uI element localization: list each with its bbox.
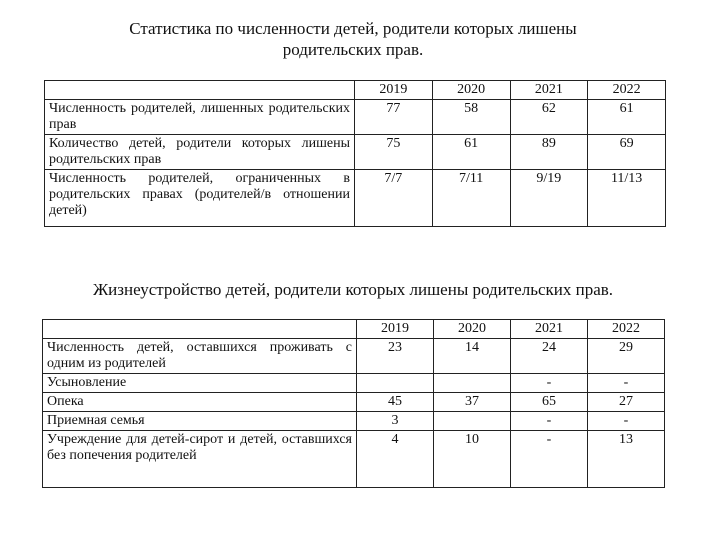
table-row bbox=[43, 431, 665, 488]
table-row bbox=[45, 170, 666, 227]
cell-value: 89 bbox=[510, 135, 588, 170]
row-label: Количество детей, родители которых лишены родительских прав bbox=[45, 135, 355, 170]
table2-year-2019: 2019 bbox=[357, 320, 434, 339]
row-label: Численность родителей, лишенных родительских прав bbox=[45, 100, 355, 135]
table-row bbox=[45, 135, 666, 170]
cell-value bbox=[434, 374, 511, 393]
table-row bbox=[43, 412, 665, 431]
cell-value bbox=[357, 374, 434, 393]
table2-header-empty-cell bbox=[43, 320, 357, 339]
table1-title-line1: Статистика по численности детей, родители которых лишены bbox=[129, 19, 577, 38]
table2-year-2022: 2022 bbox=[588, 320, 665, 339]
table2-header-row bbox=[43, 320, 665, 339]
table1-header-row bbox=[45, 81, 666, 100]
cell-value: - bbox=[588, 412, 665, 431]
table2-year-2021: 2021 bbox=[511, 320, 588, 339]
row-label: Опека bbox=[43, 393, 357, 412]
row-label: Усыновление bbox=[43, 374, 357, 393]
cell-value: 23 bbox=[357, 339, 434, 374]
cell-value: - bbox=[511, 374, 588, 393]
table1-title bbox=[0, 18, 706, 60]
row-label: Приемная семья bbox=[43, 412, 357, 431]
cell-value: 14 bbox=[434, 339, 511, 374]
cell-value: 29 bbox=[588, 339, 665, 374]
table-row bbox=[45, 100, 666, 135]
cell-value: 45 bbox=[357, 393, 434, 412]
cell-value: 77 bbox=[355, 100, 433, 135]
row-label: Учреждение для детей-сирот и детей, оставшихся без попечения родителей bbox=[43, 431, 357, 488]
table2-title: Жизнеустройство детей, родители которых лишены родительских прав. bbox=[92, 280, 614, 299]
cell-value: 9/19 bbox=[510, 170, 588, 227]
cell-value: 10 bbox=[434, 431, 511, 488]
cell-value: 61 bbox=[588, 100, 666, 135]
table1-header-empty-cell bbox=[45, 81, 355, 100]
cell-value: - bbox=[511, 412, 588, 431]
cell-value: 7/7 bbox=[355, 170, 433, 227]
cell-value: 37 bbox=[434, 393, 511, 412]
cell-value: 69 bbox=[588, 135, 666, 170]
cell-value: 24 bbox=[511, 339, 588, 374]
table1-title-line2: родительских прав. bbox=[282, 40, 424, 59]
table1-year-2022: 2022 bbox=[588, 81, 666, 100]
cell-value: 27 bbox=[588, 393, 665, 412]
cell-value bbox=[434, 412, 511, 431]
cell-value: 11/13 bbox=[588, 170, 666, 227]
table-row bbox=[43, 339, 665, 374]
cell-value: 7/11 bbox=[432, 170, 510, 227]
cell-value: 61 bbox=[432, 135, 510, 170]
table-row bbox=[43, 374, 665, 393]
table1-year-2019: 2019 bbox=[355, 81, 433, 100]
placement-table bbox=[42, 319, 665, 488]
cell-value: 65 bbox=[511, 393, 588, 412]
cell-value: 62 bbox=[510, 100, 588, 135]
row-label: Численность родителей, ограниченных в родительских правах (родителей/в отношении детей) bbox=[45, 170, 355, 227]
cell-value: 13 bbox=[588, 431, 665, 488]
cell-value: 4 bbox=[357, 431, 434, 488]
table-row bbox=[43, 393, 665, 412]
table1-year-2020: 2020 bbox=[432, 81, 510, 100]
row-label: Численность детей, оставшихся проживать с одним из родителей bbox=[43, 339, 357, 374]
cell-value: 3 bbox=[357, 412, 434, 431]
cell-value: 58 bbox=[432, 100, 510, 135]
table1-year-2021: 2021 bbox=[510, 81, 588, 100]
cell-value: - bbox=[511, 431, 588, 488]
table2-year-2020: 2020 bbox=[434, 320, 511, 339]
cell-value: - bbox=[588, 374, 665, 393]
cell-value: 75 bbox=[355, 135, 433, 170]
children-statistics-table bbox=[44, 80, 666, 227]
